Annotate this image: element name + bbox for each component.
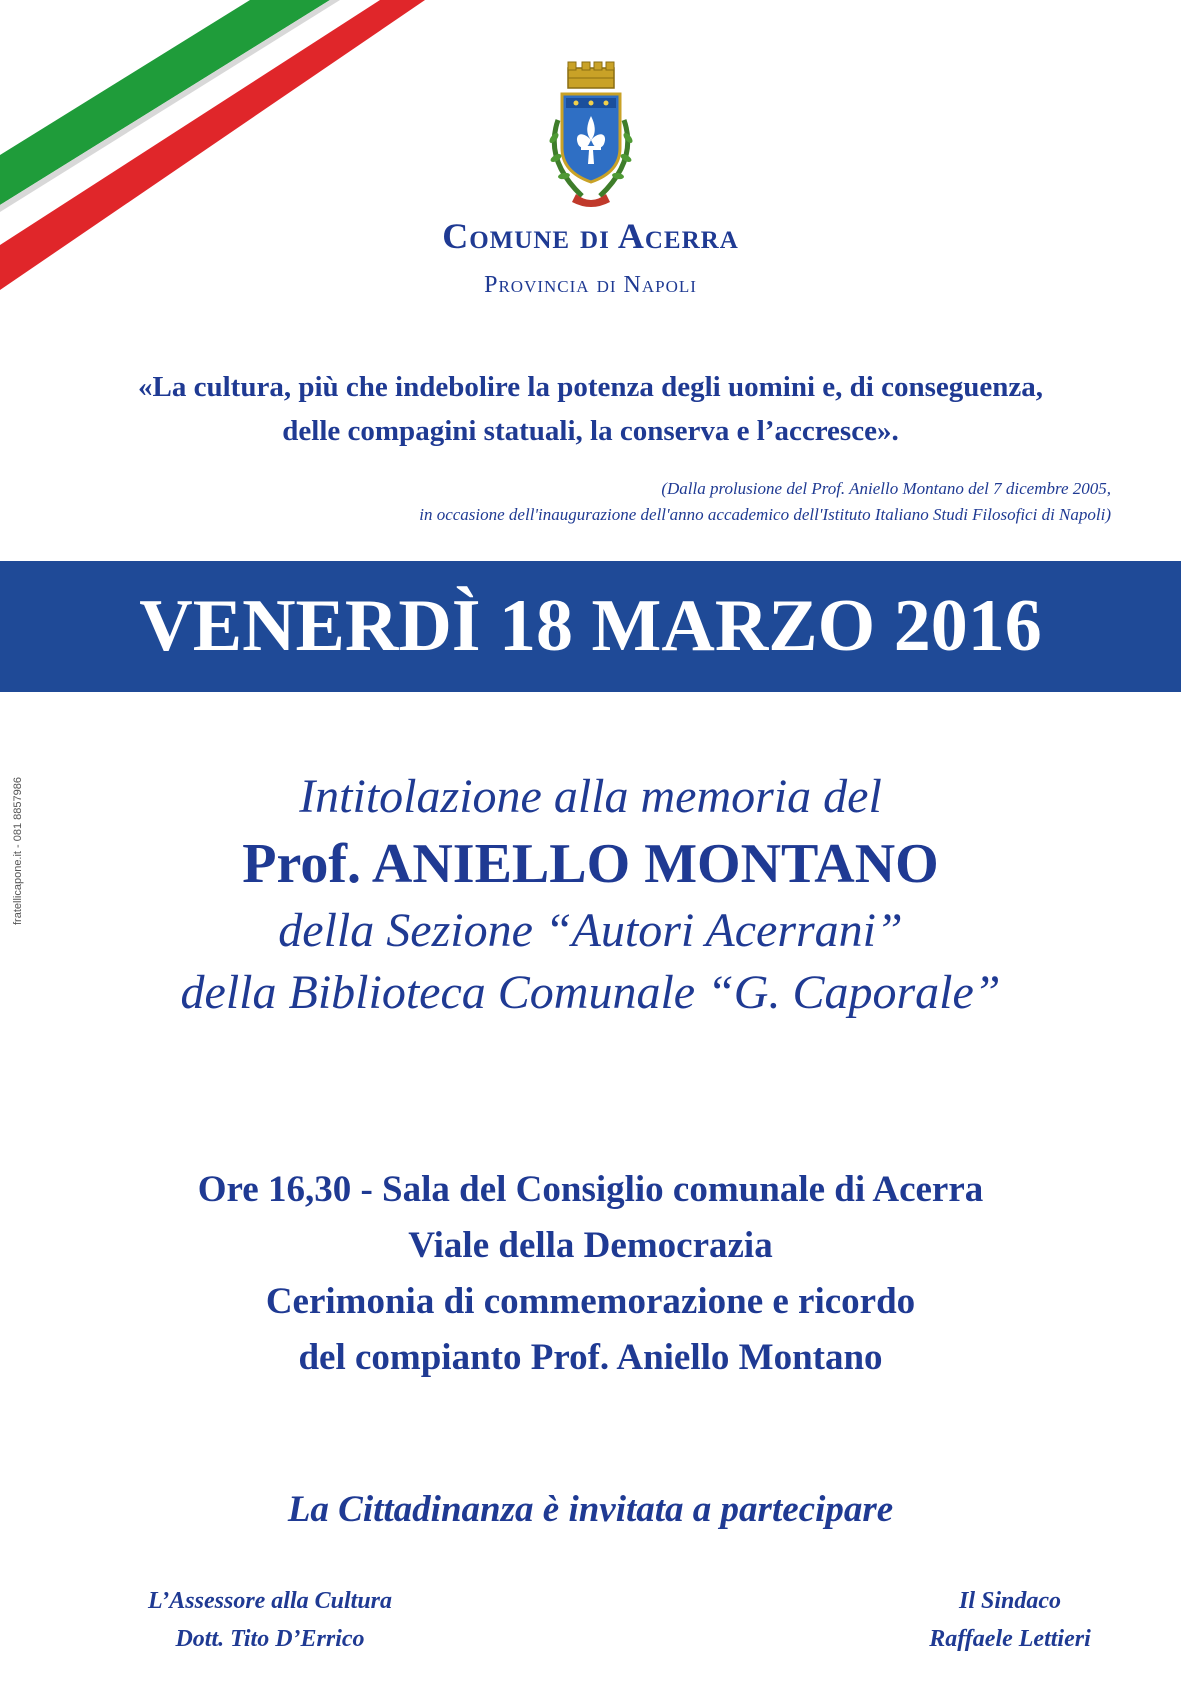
invitation: La Cittadinanza è invitata a partecipare <box>287 1489 894 1530</box>
signature-assessore <box>100 1582 440 1658</box>
event-description-cont: del compianto Prof. Aniello Montano <box>298 1337 883 1378</box>
town-name: Comune di Acerra <box>442 216 739 256</box>
event-address: Viale della Democrazia <box>408 1225 773 1266</box>
signature-title: L’Assessore alla Cultura <box>147 1588 393 1614</box>
dedication-section: della Sezione “Autori Acerrani” <box>278 904 903 957</box>
dedication-intro: Intitolazione alla memoria del <box>299 770 882 823</box>
quote-source-line: in occasione dell'inaugurazione dell'anno accademico dell'Istituto Italiano Studi Filosofici di Napoli) <box>419 505 1111 524</box>
province-name: Provincia di Napoli <box>484 272 697 298</box>
quote-source <box>419 476 1111 528</box>
quote-line: delle compagini statuali, la conserva e l’accresce». <box>282 415 899 447</box>
signature-title: Il Sindaco <box>958 1588 1062 1614</box>
city-coat-of-arms-icon <box>532 60 650 210</box>
dedication <box>0 766 1181 1024</box>
ribbon-shadow <box>0 0 340 212</box>
quote-source-line: (Dalla prolusione del Prof. Aniello Montano del 7 dicembre 2005, <box>661 479 1111 498</box>
quote <box>0 365 1181 453</box>
printer-credit: fratellicapone.it - 081 8857986 <box>12 777 24 925</box>
signature-name: Raffaele Lettieri <box>929 1626 1091 1652</box>
signature-sindaco <box>880 1582 1140 1658</box>
event-time-venue: Ore 16,30 - Sala del Consiglio comunale di Acerra <box>197 1169 984 1210</box>
event-details <box>0 1162 1181 1386</box>
signature-name: Dott. Tito D’Errico <box>175 1626 365 1652</box>
quote-line: «La cultura, più che indebolire la potenza degli uomini e, di conseguenza, <box>138 371 1043 403</box>
honoree-name: Prof. ANIELLO MONTANO <box>242 833 939 895</box>
event-description: Cerimonia di commemorazione e ricordo <box>265 1281 916 1322</box>
event-date-banner: VENERDÌ 18 MARZO 2016 <box>0 561 1181 692</box>
dedication-library: della Biblioteca Comunale “G. Caporale” <box>180 966 1001 1019</box>
